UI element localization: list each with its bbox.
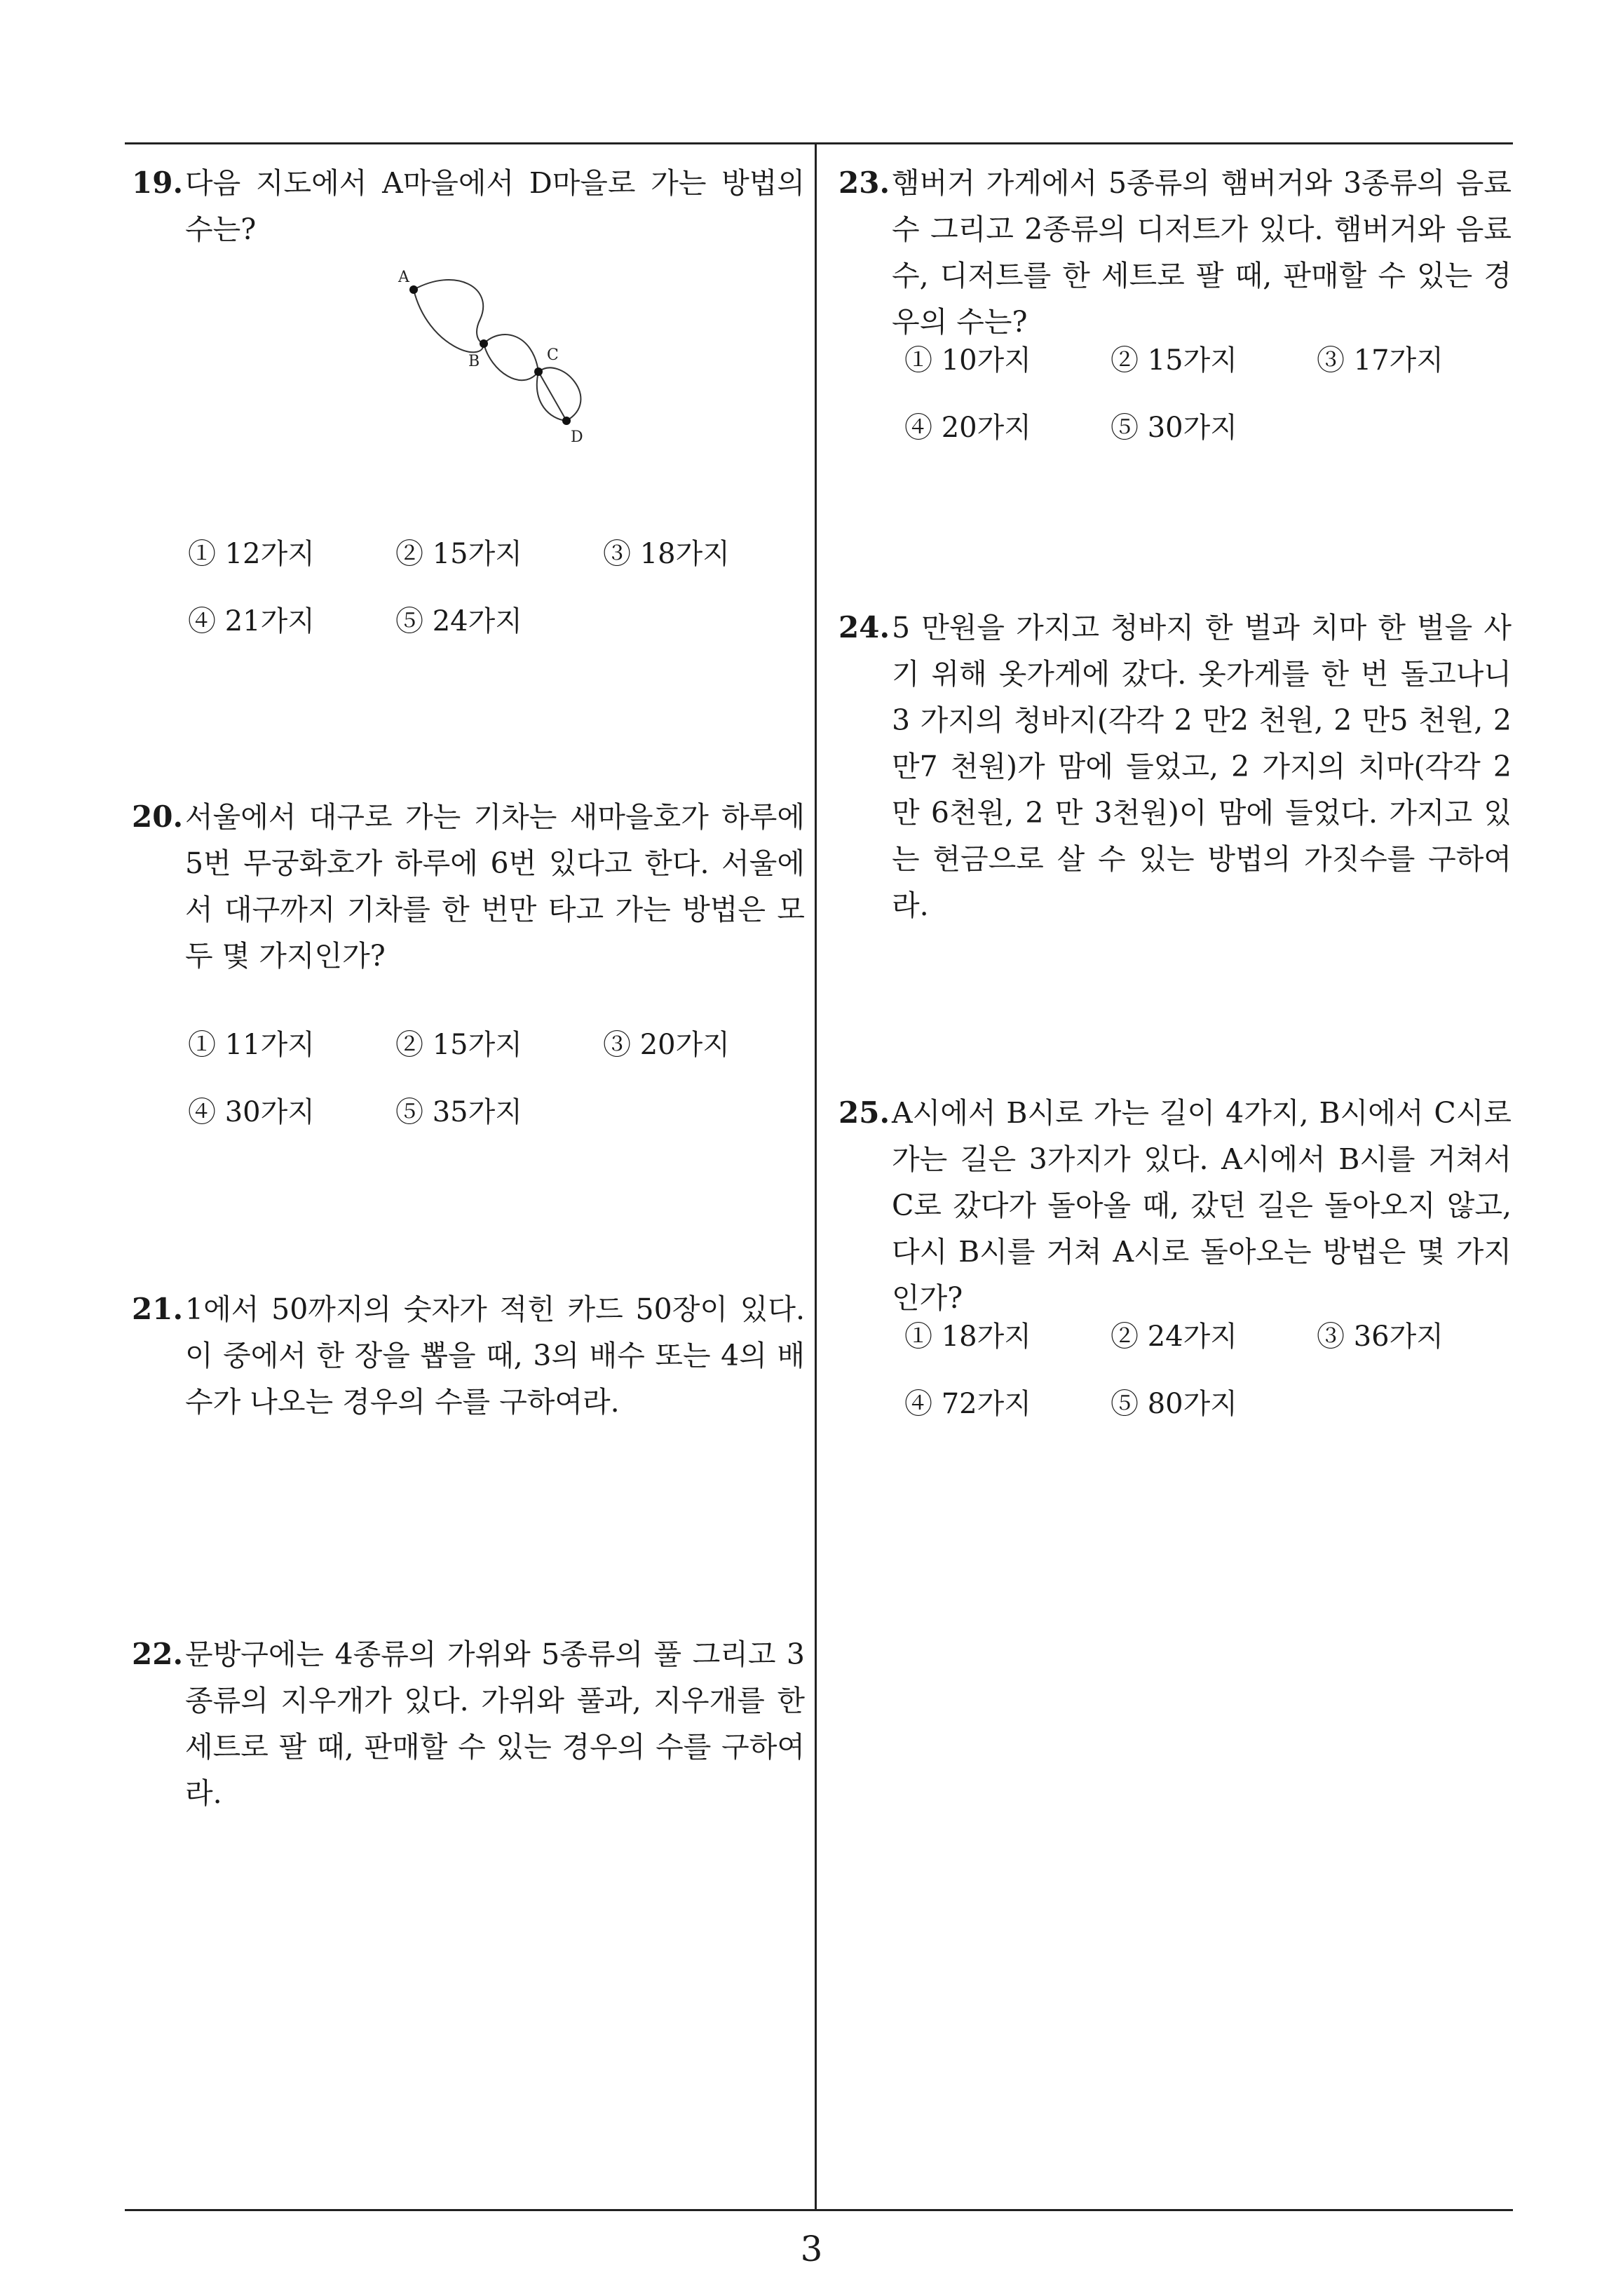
road-a-b-1 bbox=[414, 290, 484, 352]
question-text: 5 만원을 가지고 청바지 한 벌과 치마 한 벌을 사기 위해 옷가게에 갔다. 옷가게를 한 번 돌고나니 3 가지의 청바지(각각 2 만2 천원, 2 만5 천원, 2 만7 천원)가 맘에 들었고, 2 가지의 치마(각각 2 만 6천원, 2 만 3천원)이 맘에 들었다. 가지고 있는 현금으로 살 수 있는 방법의 가짓수를 구하여라. bbox=[892, 611, 1512, 922]
choice-4[interactable]: ④ 72가지 bbox=[904, 1388, 1031, 1420]
question-text: 문방구에는 4종류의 가위와 5종류의 풀 그리고 3종류의 지우개가 있다. 가위와 풀과, 지우개를 한 세트로 팔 때, 판매할 수 있는 경우의 수를 구하여라. bbox=[185, 1637, 805, 1810]
question-text: 햄버거 가게에서 5종류의 햄버거와 3종류의 음료수 그리고 2종류의 디저트가 있다. 햄버거와 음료수, 디저트를 한 세트로 팔 때, 판매할 수 있는 경우의 수는? bbox=[892, 166, 1512, 339]
choice-1[interactable]: ① 11가지 bbox=[188, 1029, 315, 1061]
question-25 bbox=[838, 1090, 1512, 1321]
choice-3[interactable]: ③ 18가지 bbox=[603, 538, 730, 570]
choice-3[interactable]: ③ 17가지 bbox=[1317, 344, 1444, 377]
choice-2[interactable]: ② 15가지 bbox=[395, 1029, 522, 1061]
road-c-d-2 bbox=[538, 367, 580, 421]
choice-2[interactable]: ② 15가지 bbox=[395, 538, 522, 570]
choice-5[interactable]: ⑤ 24가지 bbox=[395, 605, 522, 637]
question-text: A시에서 B시로 가는 길이 4가지, B시에서 C시로 가는 길은 3가지가 있다. A시에서 B시를 거쳐서 C로 갔다가 돌아올 때, 갔던 길은 돌아오지 않고, 다시 B시를 거쳐 A시로 돌아오는 방법은 몇 가지인가? bbox=[892, 1096, 1512, 1315]
page-number: 3 bbox=[800, 2229, 823, 2269]
node-d bbox=[562, 417, 571, 425]
question-text: 다음 지도에서 A마을에서 D마을로 가는 방법의 수는? bbox=[185, 166, 805, 246]
choices-25 bbox=[904, 1316, 1507, 1420]
question-text: 서울에서 대구로 가는 기차는 새마을호가 하루에 5번 무궁화호가 하루에 6번 있다고 한다. 서울에서 대구까지 기차를 한 번만 타고 가는 방법은 모두 몇 가지인가? bbox=[185, 800, 805, 973]
question-24 bbox=[838, 605, 1512, 928]
choices-23 bbox=[904, 339, 1507, 444]
question-text: 1에서 50까지의 숫자가 적힌 카드 50장이 있다. 이 중에서 한 장을 뽑을 때, 3의 배수 또는 4의 배수가 나오는 경우의 수를 구하여라. bbox=[185, 1292, 805, 1419]
choice-4[interactable]: ④ 21가지 bbox=[188, 605, 315, 637]
question-number: 22. bbox=[132, 1637, 184, 1671]
question-number: 19. bbox=[132, 166, 184, 200]
top-rule bbox=[125, 142, 1513, 144]
node-b bbox=[480, 339, 488, 348]
route-map-diagram bbox=[379, 259, 617, 463]
node-label-a: A bbox=[398, 269, 409, 286]
choice-4[interactable]: ④ 30가지 bbox=[188, 1096, 315, 1128]
question-19 bbox=[132, 160, 805, 252]
question-number: 21. bbox=[132, 1292, 184, 1326]
question-23 bbox=[838, 160, 1512, 345]
route-map-svg bbox=[379, 259, 617, 463]
choices-20 bbox=[188, 1024, 805, 1128]
node-label-d: D bbox=[571, 428, 583, 446]
bottom-rule bbox=[125, 2209, 1513, 2211]
road-c-d-1 bbox=[538, 372, 566, 421]
choice-2[interactable]: ② 15가지 bbox=[1111, 344, 1237, 377]
choice-4[interactable]: ④ 20가지 bbox=[904, 412, 1031, 444]
road-a-b-2 bbox=[414, 280, 484, 344]
question-22 bbox=[132, 1631, 805, 1816]
node-a bbox=[409, 285, 418, 294]
choice-1[interactable]: ① 10가지 bbox=[904, 344, 1031, 377]
node-label-c: C bbox=[547, 346, 559, 364]
question-21 bbox=[132, 1286, 805, 1425]
choice-1[interactable]: ① 18가지 bbox=[904, 1321, 1031, 1353]
choices-19 bbox=[188, 533, 805, 637]
question-20 bbox=[132, 794, 805, 979]
road-b-c-1 bbox=[484, 335, 538, 372]
question-number: 24. bbox=[838, 610, 890, 644]
choice-1[interactable]: ① 12가지 bbox=[188, 538, 315, 570]
choice-3[interactable]: ③ 36가지 bbox=[1317, 1321, 1444, 1353]
node-label-b: B bbox=[468, 353, 480, 370]
choice-5[interactable]: ⑤ 35가지 bbox=[395, 1096, 522, 1128]
choice-5[interactable]: ⑤ 80가지 bbox=[1111, 1388, 1237, 1420]
choice-2[interactable]: ② 24가지 bbox=[1111, 1321, 1237, 1353]
question-number: 25. bbox=[838, 1095, 890, 1130]
column-divider bbox=[815, 142, 817, 2211]
choice-3[interactable]: ③ 20가지 bbox=[603, 1029, 730, 1061]
question-number: 20. bbox=[132, 799, 184, 834]
choice-5[interactable]: ⑤ 30가지 bbox=[1111, 412, 1237, 444]
node-c bbox=[534, 367, 543, 376]
question-number: 23. bbox=[838, 166, 890, 200]
